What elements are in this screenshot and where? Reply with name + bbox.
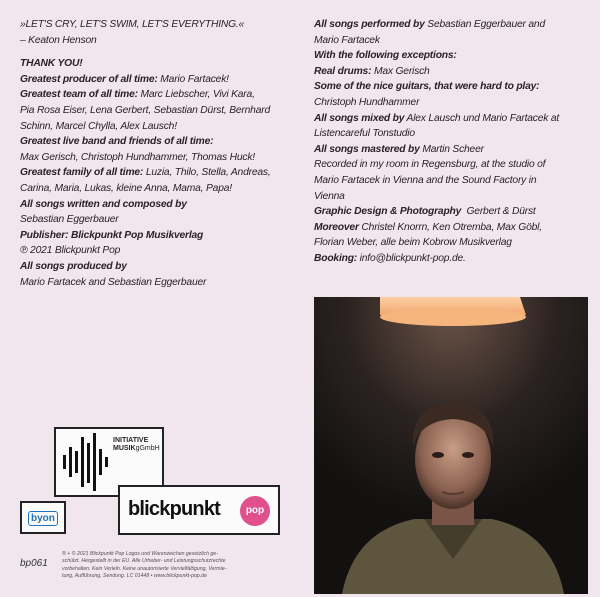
credit-guitars-label: Some of the nice guitars, that were hard to play: (314, 81, 540, 93)
credit-written-value: Sebastian Eggerbauer (20, 214, 119, 226)
right-credits-column (314, 17, 589, 267)
portrait-illustration (314, 297, 588, 594)
credit-recorded-cont: Mario Fartacek in Vienna and the Sound Factory in (314, 174, 537, 186)
credit-label: All songs performed by (314, 19, 425, 30)
credit-producer (20, 72, 302, 88)
catalog-number: bp061 (20, 558, 48, 569)
credit-phonogram: ℗ 2021 Blickpunkt Pop (20, 245, 121, 257)
credit-performed (314, 17, 589, 33)
credit-exceptions-heading: With the following exceptions: (314, 50, 457, 62)
credit-value: Max Gerisch (371, 65, 430, 77)
credit-value: Martin Scheer (419, 143, 484, 155)
credit-value: Christel Knorrn, Ken Otremba, Max Göbl, (358, 221, 542, 233)
blickpunkt-wordmark: blickpunkt (128, 498, 221, 520)
credit-mastered (314, 142, 589, 158)
initiative-line: INITIATIVE (113, 437, 149, 444)
fineprint-line: vorbehalten. Kein Verleih. Keine unautorisierte Vervielfältigung, Vermie- (62, 565, 227, 572)
credit-mixed-cont: Listencareful Tonstudio (314, 128, 415, 140)
credit-live-band-label: Greatest live band and friends of all time: (20, 136, 214, 148)
credit-label: Greatest family of all time: (20, 167, 144, 179)
credit-moreover-cont: Florian Weber, alle beim Kobrow Musikverlag (314, 237, 512, 249)
ggmbh-word: gGmbH (135, 445, 160, 452)
blickpunkt-pop-logo (118, 485, 280, 535)
musik-word: MUSIK (113, 445, 136, 452)
logo-cluster (20, 427, 280, 547)
credit-moreover (314, 220, 589, 236)
credit-value: Gerbert & Dürst (461, 206, 536, 218)
left-eye-icon (432, 452, 444, 458)
musik-line (113, 445, 160, 453)
credit-label: Moreover (314, 221, 359, 233)
credit-label: All songs mastered by (314, 143, 420, 155)
lamp-rim (380, 308, 526, 326)
credit-label: Graphic Design & Photography (314, 206, 462, 218)
byon-wordmark: byon (28, 511, 58, 526)
credit-design (314, 204, 589, 220)
fineprint-line: ® + © 2021 Blickpunkt Pop Logos und Warenzeichen gesetzlich ge- (62, 551, 218, 557)
credit-value: Mario Fartacek! (157, 73, 229, 85)
credit-label: All songs mixed by (314, 112, 405, 124)
credit-value: info@blickpunkt-pop.de. (357, 252, 466, 264)
credit-publisher: Publisher: Blickpunkt Pop Musikverlag (20, 229, 204, 241)
credit-written-label: All songs written and composed by (20, 198, 187, 210)
credit-produced-label: All songs produced by (20, 260, 127, 272)
quote-author: – Keaton Henson (20, 34, 97, 46)
credit-performed-cont: Mario Fartacek (314, 34, 380, 46)
credit-team-cont: Schinn, Marcel Chylla, Alex Lausch! (20, 120, 177, 132)
credit-recorded-cont: Vienna (314, 190, 345, 202)
credit-value: Alex Lausch und Mario Fartacek at (404, 112, 560, 124)
credit-live-band-value: Max Gerisch, Christoph Hundhammer, Thomas Huck! (20, 151, 255, 163)
quote-line: »LET'S CRY, LET'S SWIM, LET'S EVERYTHING.« (20, 19, 245, 30)
thanks-heading: THANK YOU! (20, 58, 83, 70)
fineprint-line: tung, Aufführung, Sendung. LC 01448 • www.blickpunkt-pop.de (62, 572, 207, 579)
credit-team-cont: Pia Rosa Eiser, Lena Gerbert, Sebastian Dürst, Bernhard (20, 104, 270, 116)
credit-family-cont: Carina, Maria, Lukas, kleine Anna, Mama, Papa! (20, 182, 232, 194)
credit-team (20, 87, 302, 103)
left-credits-column (20, 17, 302, 290)
byon-logo (20, 501, 66, 534)
credit-label: Greatest team of all time: (20, 89, 138, 101)
pop-badge: pop (240, 496, 270, 526)
credit-value: Marc Liebscher, Vivi Kara, (137, 89, 255, 101)
fineprint-line: schützt. Hergestellt in der EU. Alle Urheber- und Leistungsschutzrechte (62, 558, 226, 565)
artist-portrait-photo (314, 297, 588, 594)
credit-family (20, 165, 302, 181)
credit-mixed (314, 111, 589, 127)
credit-guitars-value: Christoph Hundhammer (314, 96, 420, 108)
initiative-musik-wordmark (113, 437, 160, 453)
credit-label: Booking: (314, 252, 358, 264)
right-eye-icon (462, 452, 474, 458)
legal-fineprint (62, 551, 312, 580)
credit-drums (314, 64, 589, 80)
credit-produced-value: Mario Fartacek and Sebastian Eggerbauer (20, 276, 207, 288)
credit-label: Greatest producer of all time: (20, 73, 158, 85)
credit-value: Luzia, Thilo, Stella, Andreas, (143, 167, 271, 179)
credit-recorded: Recorded in my room in Regensburg, at the studio of (314, 159, 546, 171)
credit-value: Sebastian Eggerbauer and (424, 19, 545, 30)
credit-label: Real drums: (314, 65, 372, 77)
credit-booking (314, 251, 589, 267)
